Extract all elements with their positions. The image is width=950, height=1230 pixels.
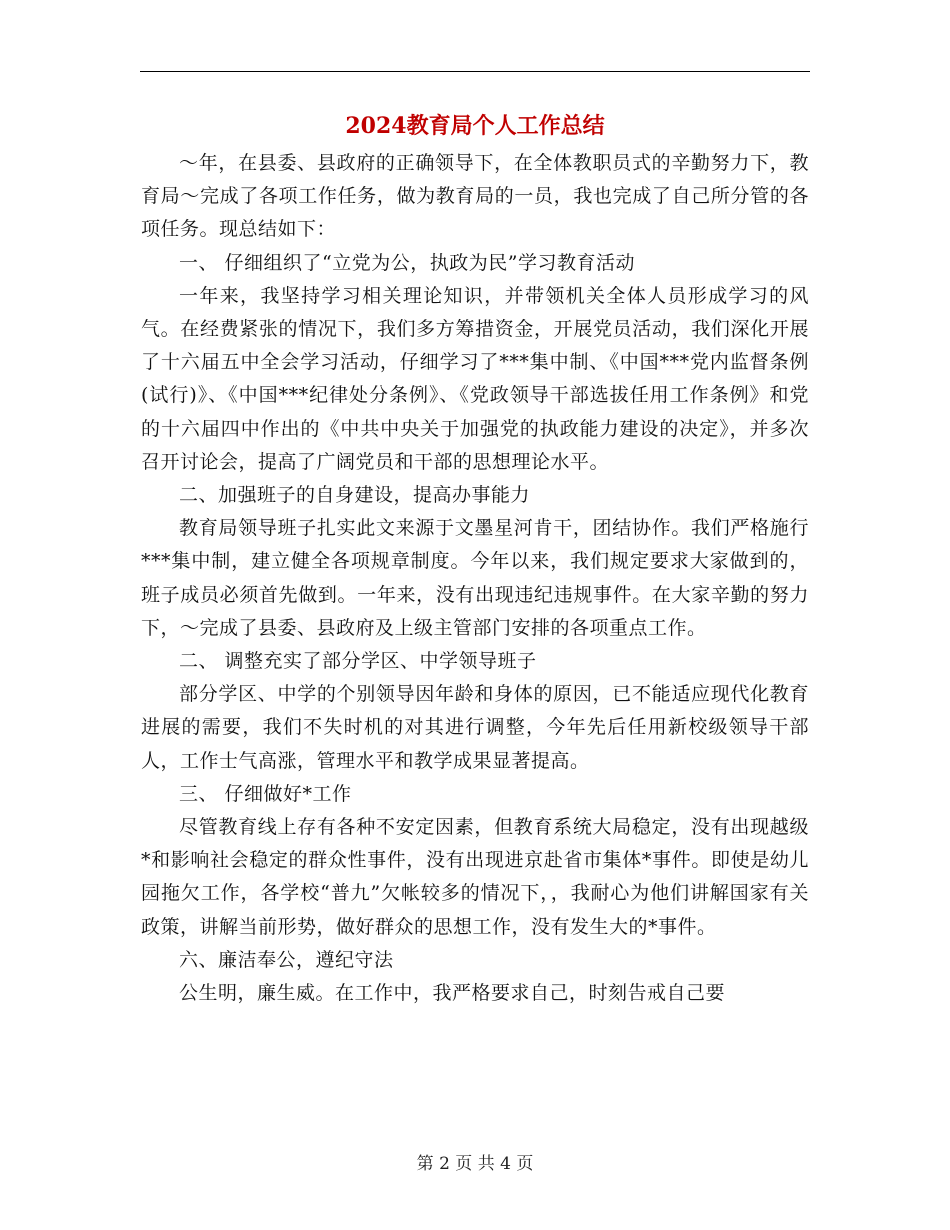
paragraph-section-1: 一年来，我坚持学习相关理论知识，并带领机关全体人员形成学习的风气。在经费紧张的情况下，我们多方筹措资金，开展党员活动，我们深化开展了十六届五中全会学习活动，仔细学习了***集中制、《中国***党内监督条例(试行)》、《中国***纪律处分条例》、《党政领导干部选拔任用工作条例》和党的十六届四中作出的《中共中央关于加强党的执政能力建设的决定》，并多次召开讨论会，提高了广阔党员和干部的思想理论水平。 [141,284,809,473]
section-heading-4: 三、 仔细做好*工作 [179,782,352,805]
section-heading-3: 二、 调整充实了部分学区、中学领导班子 [179,650,537,673]
section-heading-5: 六、廉洁奉公，遵纪守法 [179,948,394,971]
paragraph-section-5: 公生明，廉生威。在工作中，我严格要求自己，时刻告戒自己要 [179,982,726,1005]
paragraph-section-4: 尽管教育线上存有各种不安定因素，但教育系统大局稳定，没有出现越级*和影响社会稳定的群众性事件，没有出现进京赴省市集体*事件。即使是幼儿园拖欠工作，各学校“普九”欠帐较多的情况下，，我耐心为他们讲解国家有关政策，讲解当前形势，做好群众的思想工作，没有发生大的*事件。 [141,816,809,938]
paragraph-section-2: 教育局领导班子扎实此文来源于文墨星河肯干，团结协作。我们严格施行***集中制，建立健全各项规章制度。今年以来，我们规定要求大家做到的，班子成员必须首先做到。一年来，没有出现违纪违规事件。在大家辛勤的努力下，～完成了县委、县政府及上级主管部门安排的各项重点工作。 [141,517,809,639]
section-heading-2: 二、加强班子的自身建设，提高办事能力 [179,484,531,507]
paragraph-section-3: 部分学区、中学的个别领导因年龄和身体的原因，已不能适应现代化教育进展的需要，我们不失时机的对其进行调整，今年先后任用新校级领导干部人，工作士气高涨，管理水平和教学成果显著提高。 [141,683,809,772]
document-body [141,147,809,1010]
paragraph-intro: ～年，在县委、县政府的正确领导下，在全体教职员式的辛勤努力下，教育局～完成了各项工作任务，做为教育局的一员，我也完成了自己所分管的各项任务。现总结如下： [141,152,809,241]
page-number-footer: 第 2 页 共 4 页 [416,1154,534,1174]
header-rule [140,71,810,72]
document-title: 2024教育局个人工作总结 [345,113,605,139]
section-heading-1: 一、 仔细组织了“立党为公，执政为民”学习教育活动 [179,251,635,274]
